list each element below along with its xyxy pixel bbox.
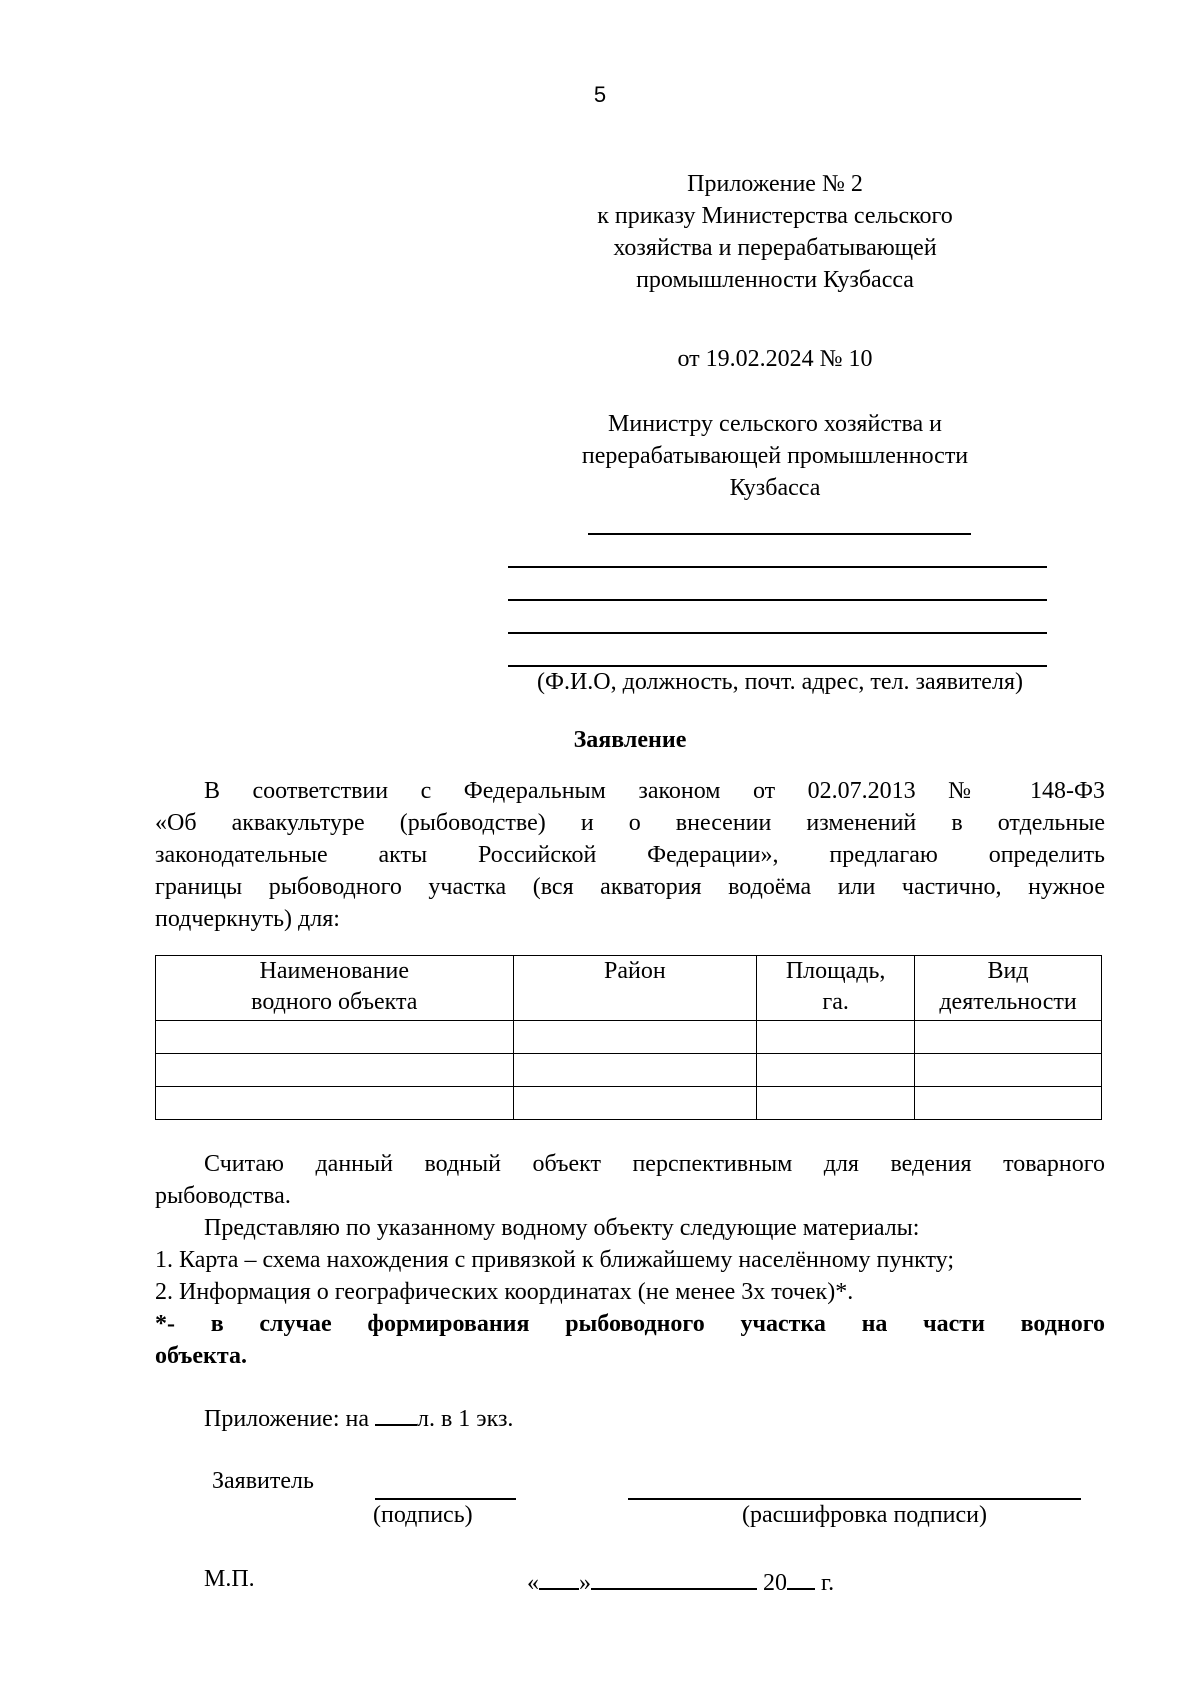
header-text: га. <box>822 989 849 1015</box>
signature-caption: (подпись) <box>373 1502 473 1528</box>
intro-line: «Об аквакультуре (рыбоводстве) и о внесении изменений в отдельные <box>155 810 1105 836</box>
signature-blank <box>375 1498 516 1500</box>
year-blank[interactable] <box>787 1566 815 1590</box>
table-cell[interactable] <box>513 1054 757 1087</box>
list-item: 1. Карта – схема нахождения с привязкой к ближайшему населённому пункту; <box>155 1247 955 1273</box>
paragraph-line: рыбоводства. <box>155 1183 291 1209</box>
table-cell[interactable] <box>156 1087 514 1120</box>
table-cell[interactable] <box>757 1087 915 1120</box>
addressee-line: перерабатывающей промышленности <box>581 443 969 469</box>
order-date: от 19.02.2024 № 10 <box>677 346 873 372</box>
intro-line: законодательные акты Российской Федерации», предлагаю определить <box>155 842 1105 868</box>
attachment-pages-blank[interactable] <box>375 1402 417 1426</box>
appendix-block <box>530 168 1020 296</box>
attachment-line <box>204 1402 513 1433</box>
appendix-line: Приложение № 2 <box>687 171 863 197</box>
list-item: 2. Информация о географических координатах (не менее 3х точек)*. <box>155 1279 854 1305</box>
footnote-line: *- в случае формирования рыбоводного участка на части водного <box>155 1311 1105 1337</box>
attachment-suffix: л. в 1 экз. <box>416 1406 514 1432</box>
header-text: Район <box>604 958 666 984</box>
intro-line: границы рыбоводного участка (вся акватория водоёма или частично, нужное <box>155 874 1105 900</box>
date-quote-open: « <box>527 1570 539 1596</box>
table-row <box>156 1021 1102 1054</box>
addressee-line: Министру сельского хозяйства и <box>608 411 942 437</box>
appendix-line: хозяйства и перерабатывающей <box>613 235 937 261</box>
signature-decode-caption: (расшифровка подписи) <box>742 1502 987 1528</box>
appendix-line: промышленности Кузбасса <box>636 267 914 293</box>
applicant-label: Заявитель <box>212 1468 314 1494</box>
applicant-details-caption: (Ф.И.О, должность, почт. адрес, тел. заявителя) <box>537 669 1023 695</box>
signature-decode-blank <box>628 1498 1081 1500</box>
month-blank[interactable] <box>591 1566 757 1590</box>
table-header <box>915 956 1102 1021</box>
year-suffix: г. <box>815 1570 835 1596</box>
blank-line <box>508 566 1047 568</box>
header-text: Вид <box>987 958 1029 984</box>
document-title: Заявление <box>573 727 687 753</box>
table-cell[interactable] <box>757 1021 915 1054</box>
table-cell[interactable] <box>757 1054 915 1087</box>
table-cell[interactable] <box>915 1021 1102 1054</box>
table-cell[interactable] <box>156 1054 514 1087</box>
stamp-label: М.П. <box>204 1566 255 1592</box>
table-header-row <box>156 956 1102 1021</box>
blank-line <box>588 533 971 535</box>
table-row <box>156 1087 1102 1120</box>
table-row <box>156 1054 1102 1087</box>
header-text: Наименование <box>259 958 410 984</box>
blank-line <box>508 632 1047 634</box>
intro-paragraph <box>155 775 1105 935</box>
blank-line <box>508 599 1047 601</box>
table-header <box>513 956 757 1021</box>
date-line <box>527 1566 834 1597</box>
intro-line: подчеркнуть) для: <box>155 906 340 932</box>
addressee-block <box>530 408 1020 504</box>
appendix-line: к приказу Министерства сельского <box>597 203 953 229</box>
header-text: Площадь, <box>785 958 886 984</box>
table-cell[interactable] <box>513 1087 757 1120</box>
paragraph-line: Представляю по указанному водному объекту следующие материалы: <box>204 1215 920 1241</box>
table-cell[interactable] <box>915 1087 1102 1120</box>
footnote-line: объекта. <box>155 1343 247 1369</box>
blank-line <box>508 665 1047 667</box>
table-cell[interactable] <box>915 1054 1102 1087</box>
table-header <box>757 956 915 1021</box>
page-number: 5 <box>593 82 607 107</box>
intro-line: В соответствии с Федеральным законом от 02.07.2013 № 148-ФЗ <box>204 778 1105 804</box>
date-quote-close: » <box>579 1570 591 1596</box>
table-cell[interactable] <box>156 1021 514 1054</box>
addressee-line: Кузбасса <box>729 475 821 501</box>
water-objects-table <box>155 955 1102 1120</box>
table-header <box>156 956 514 1021</box>
table-cell[interactable] <box>513 1021 757 1054</box>
header-text: водного объекта <box>251 989 418 1015</box>
materials-section <box>155 1148 1105 1372</box>
paragraph-line: Считаю данный водный объект перспективным для ведения товарного <box>204 1151 1105 1177</box>
attachment-prefix: Приложение: на <box>204 1406 375 1432</box>
day-blank[interactable] <box>539 1566 579 1590</box>
year-prefix: 20 <box>757 1570 787 1596</box>
header-text: деятельности <box>939 989 1077 1015</box>
